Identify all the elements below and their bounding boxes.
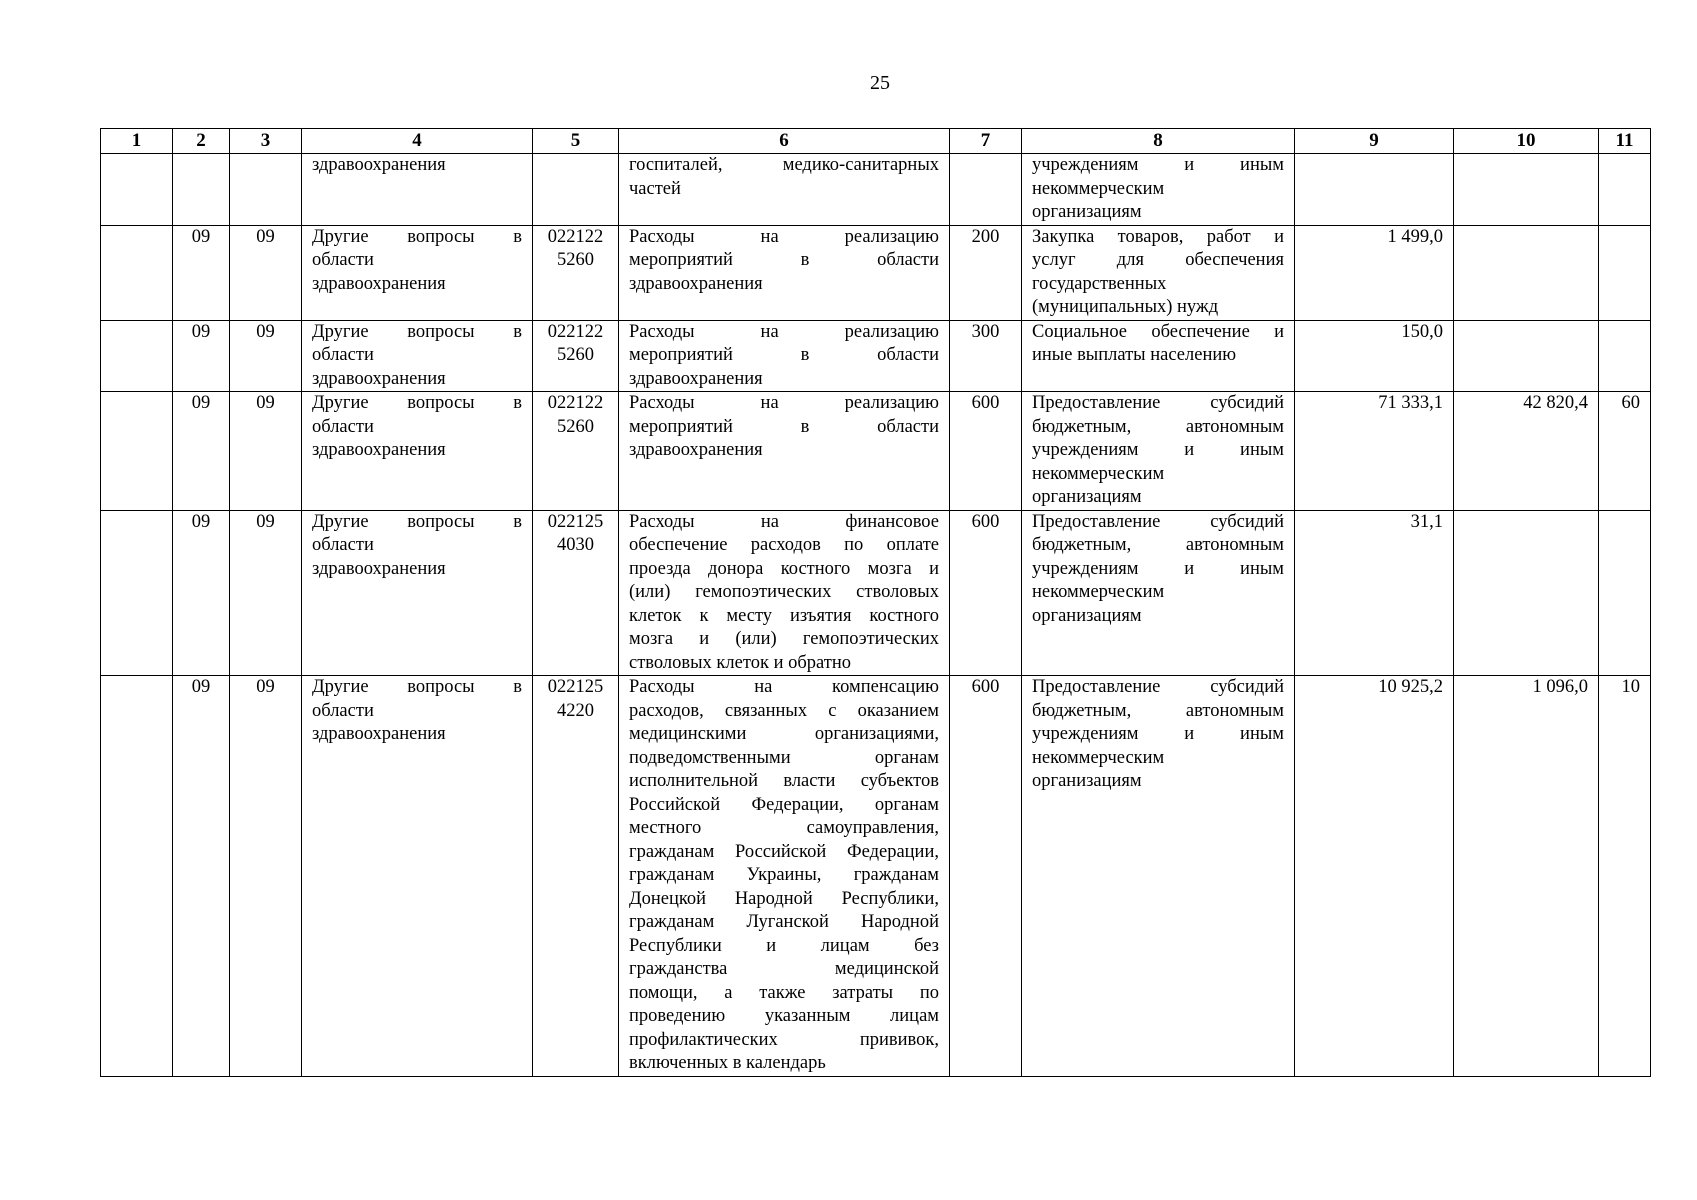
cell-text-line: здравоохранения — [312, 440, 446, 460]
cell-target-article — [533, 510, 619, 676]
cell-section-code: 09 — [173, 392, 230, 511]
cell-amount-total — [1295, 154, 1454, 226]
cell-target-article-name — [619, 676, 950, 1077]
cell-text-line: организациям — [1032, 605, 1142, 626]
cell-amount-col11 — [1599, 510, 1651, 676]
cell-text-line: гражданам Луганской Народной — [629, 912, 939, 932]
cell-target-article-name — [619, 320, 950, 392]
cell-amount-col11 — [1599, 320, 1651, 392]
column-header: 2 — [173, 129, 230, 154]
cell-expense-type-code: 200 — [950, 225, 1022, 320]
cell-text-line: Расходы на реализацию — [629, 226, 939, 247]
cell-text-line: 022125 — [547, 677, 604, 697]
cell-text-line: Другие вопросы в — [312, 393, 522, 413]
cell-text-line: области — [312, 700, 374, 721]
cell-text-line: Расходы на компенсацию — [629, 677, 939, 697]
cell-text-line: медицинскими организациями, — [629, 724, 939, 744]
cell-text-line: мероприятий в области — [629, 250, 939, 270]
cell-text-line: Расходы на реализацию — [629, 321, 939, 342]
cell-text-line: местного самоуправления, — [629, 818, 939, 838]
cell-expense-type-name — [1022, 225, 1295, 320]
cell-text-line: Республики и лицам без — [629, 935, 939, 956]
cell-col1 — [101, 676, 173, 1077]
cell-text-line: некоммерческим — [1032, 463, 1165, 484]
cell-text-line: (муниципальных) нужд — [1032, 297, 1219, 317]
cell-subsection-code: 09 — [230, 392, 302, 511]
cell-subsection-name — [302, 510, 533, 676]
cell-subsection-name — [302, 154, 533, 226]
cell-text-line: мероприятий в области — [629, 345, 939, 365]
cell-text-line: Российской Федерации, органам — [629, 794, 939, 815]
cell-expense-type-code — [950, 154, 1022, 226]
cell-subsection-code: 09 — [230, 320, 302, 392]
cell-text-line: государственных — [1032, 273, 1167, 294]
cell-subsection-name — [302, 676, 533, 1077]
cell-text-line: некоммерческим — [1032, 747, 1165, 768]
cell-text-line: 5260 — [557, 345, 594, 365]
cell-target-article-name — [619, 510, 950, 676]
cell-expense-type-code: 600 — [950, 676, 1022, 1077]
budget-table — [100, 128, 1651, 1077]
cell-col1 — [101, 510, 173, 676]
cell-target-article — [533, 154, 619, 226]
cell-subsection-name — [302, 320, 533, 392]
column-header: 4 — [302, 129, 533, 154]
cell-text-line: организациям — [1032, 771, 1142, 791]
cell-amount-federal: 1 096,0 — [1454, 676, 1599, 1077]
cell-text-line: 5260 — [557, 416, 594, 437]
column-header: 5 — [533, 129, 619, 154]
cell-text-line: бюджетным, автономным — [1032, 700, 1284, 721]
cell-text-line: здравоохранения — [629, 273, 763, 294]
cell-text-line: 5260 — [557, 250, 594, 270]
cell-text-line: клеток к месту изъятия костного — [629, 605, 939, 626]
cell-col1 — [101, 225, 173, 320]
cell-text-line: Другие вопросы в — [312, 226, 522, 247]
cell-target-article-name — [619, 225, 950, 320]
cell-text-line: 022122 — [547, 393, 604, 413]
cell-text-line: Другие вопросы в — [312, 511, 522, 532]
cell-section-code: 09 — [173, 225, 230, 320]
cell-col1 — [101, 392, 173, 511]
cell-amount-federal — [1454, 320, 1599, 392]
cell-amount-federal: 42 820,4 — [1454, 392, 1599, 511]
cell-text-line: услуг для обеспечения — [1032, 250, 1284, 270]
cell-col1 — [101, 154, 173, 226]
cell-text-line: некоммерческим — [1032, 178, 1165, 199]
cell-text-line: 022122 — [547, 321, 604, 342]
cell-text-line: стволовых клеток и обратно — [629, 652, 851, 673]
cell-text-line: профилактических прививок, — [629, 1029, 939, 1050]
cell-target-article — [533, 392, 619, 511]
cell-text-line: области — [312, 535, 374, 555]
cell-text-line: гражданства медицинской — [629, 959, 939, 979]
cell-text-line: 022125 — [547, 511, 604, 532]
cell-text-line: здравоохранения — [312, 558, 446, 579]
cell-subsection-name — [302, 392, 533, 511]
cell-text-line: организациям — [1032, 202, 1142, 222]
cell-text-line: Расходы на финансовое — [629, 511, 939, 532]
cell-text-line: гражданам Российской Федерации, — [629, 841, 939, 862]
column-header: 1 — [101, 129, 173, 154]
cell-amount-col11 — [1599, 154, 1651, 226]
cell-target-article-name — [619, 154, 950, 226]
cell-text-line: бюджетным, автономным — [1032, 416, 1284, 437]
column-header: 8 — [1022, 129, 1295, 154]
cell-text-line: проведению указанным лицам — [629, 1006, 939, 1026]
cell-expense-type-name — [1022, 320, 1295, 392]
cell-text-line: 4030 — [557, 535, 594, 555]
cell-text-line: здравоохранения — [629, 368, 763, 389]
table-row — [101, 510, 1651, 676]
cell-text-line: Социальное обеспечение и — [1032, 321, 1284, 342]
column-header: 11 — [1599, 129, 1651, 154]
cell-amount-col11: 10 — [1599, 676, 1651, 1077]
table-row — [101, 225, 1651, 320]
cell-text-line: Предоставление субсидий — [1032, 511, 1284, 532]
cell-amount-total: 71 333,1 — [1295, 392, 1454, 511]
cell-text-line: организациям — [1032, 487, 1142, 507]
cell-expense-type-name — [1022, 154, 1295, 226]
cell-text-line: (или) гемопоэтических стволовых — [629, 582, 939, 602]
cell-text-line: Предоставление субсидий — [1032, 393, 1284, 413]
table-row — [101, 320, 1651, 392]
column-header: 10 — [1454, 129, 1599, 154]
cell-expense-type-name — [1022, 392, 1295, 511]
cell-expense-type-code: 600 — [950, 392, 1022, 511]
cell-text-line: помощи, а также затраты по — [629, 982, 939, 1003]
column-header: 9 — [1295, 129, 1454, 154]
cell-subsection-code: 09 — [230, 510, 302, 676]
cell-amount-total: 31,1 — [1295, 510, 1454, 676]
cell-text-line: Закупка товаров, работ и — [1032, 226, 1284, 247]
cell-text-line: бюджетным, автономным — [1032, 535, 1284, 555]
cell-text-line: некоммерческим — [1032, 582, 1165, 602]
table-row — [101, 392, 1651, 511]
cell-text-line: Предоставление субсидий — [1032, 677, 1284, 697]
cell-text-line: здравоохранения — [312, 273, 446, 294]
cell-text-line: Донецкой Народной Республики, — [629, 888, 939, 909]
cell-target-article — [533, 676, 619, 1077]
cell-section-code: 09 — [173, 676, 230, 1077]
cell-text-line: 022122 — [547, 226, 604, 247]
cell-amount-col11 — [1599, 225, 1651, 320]
cell-section-code: 09 — [173, 510, 230, 676]
cell-text-line: области — [312, 416, 374, 437]
cell-text-line: Расходы на реализацию — [629, 393, 939, 413]
cell-amount-federal — [1454, 510, 1599, 676]
cell-target-article-name — [619, 392, 950, 511]
cell-text-line: Другие вопросы в — [312, 321, 522, 342]
cell-text-line: области — [312, 250, 374, 270]
cell-text-line: проезда донора костного мозга и — [629, 558, 939, 579]
table-body — [101, 154, 1651, 1077]
cell-amount-total: 150,0 — [1295, 320, 1454, 392]
cell-section-code: 09 — [173, 320, 230, 392]
cell-col1 — [101, 320, 173, 392]
cell-text-line: включенных в календарь — [629, 1053, 826, 1073]
cell-text-line: здравоохранения — [312, 724, 446, 744]
cell-text-line: учреждениям и иным — [1032, 558, 1284, 579]
cell-text-line: 4220 — [557, 700, 594, 721]
cell-text-line: расходов, связанных с оказанием — [629, 700, 939, 721]
table-row — [101, 676, 1651, 1077]
cell-subsection-name — [302, 225, 533, 320]
cell-expense-type-code: 300 — [950, 320, 1022, 392]
cell-text-line: учреждениям и иным — [1032, 440, 1284, 460]
cell-text-line: области — [312, 345, 374, 365]
cell-text-line: учреждениям и иным — [1032, 724, 1284, 744]
cell-expense-type-name — [1022, 510, 1295, 676]
cell-text-line: исполнительной власти субъектов — [629, 771, 939, 791]
cell-amount-col11: 60 — [1599, 392, 1651, 511]
cell-text-line: учреждениям и иным — [1032, 155, 1284, 175]
column-number-row — [101, 129, 1651, 154]
column-header: 3 — [230, 129, 302, 154]
cell-target-article — [533, 320, 619, 392]
cell-expense-type-name — [1022, 676, 1295, 1077]
cell-text-line: Другие вопросы в — [312, 677, 522, 697]
cell-text-line: госпиталей, медико-санитарных — [629, 155, 939, 175]
cell-amount-total: 10 925,2 — [1295, 676, 1454, 1077]
cell-amount-total: 1 499,0 — [1295, 225, 1454, 320]
column-header: 7 — [950, 129, 1022, 154]
cell-text-line: здравоохранения — [629, 440, 763, 460]
cell-text-line: гражданам Украины, гражданам — [629, 865, 939, 885]
page-number: 25 — [870, 72, 890, 94]
cell-text-line: подведомственными органам — [629, 747, 939, 768]
cell-text-line: мозга и (или) гемопоэтических — [629, 629, 939, 649]
cell-section-code — [173, 154, 230, 226]
table-row — [101, 154, 1651, 226]
cell-text-line: здравоохранения — [312, 368, 446, 389]
cell-subsection-code: 09 — [230, 225, 302, 320]
cell-expense-type-code: 600 — [950, 510, 1022, 676]
cell-amount-federal — [1454, 154, 1599, 226]
cell-text-line: обеспечение расходов по оплате — [629, 535, 939, 555]
cell-text-line: здравоохранения — [312, 155, 446, 175]
cell-target-article — [533, 225, 619, 320]
cell-amount-federal — [1454, 225, 1599, 320]
cell-text-line: частей — [629, 178, 681, 199]
cell-subsection-code — [230, 154, 302, 226]
cell-text-line: иные выплаты населению — [1032, 345, 1237, 365]
cell-text-line: мероприятий в области — [629, 416, 939, 437]
cell-subsection-code: 09 — [230, 676, 302, 1077]
column-header: 6 — [619, 129, 950, 154]
